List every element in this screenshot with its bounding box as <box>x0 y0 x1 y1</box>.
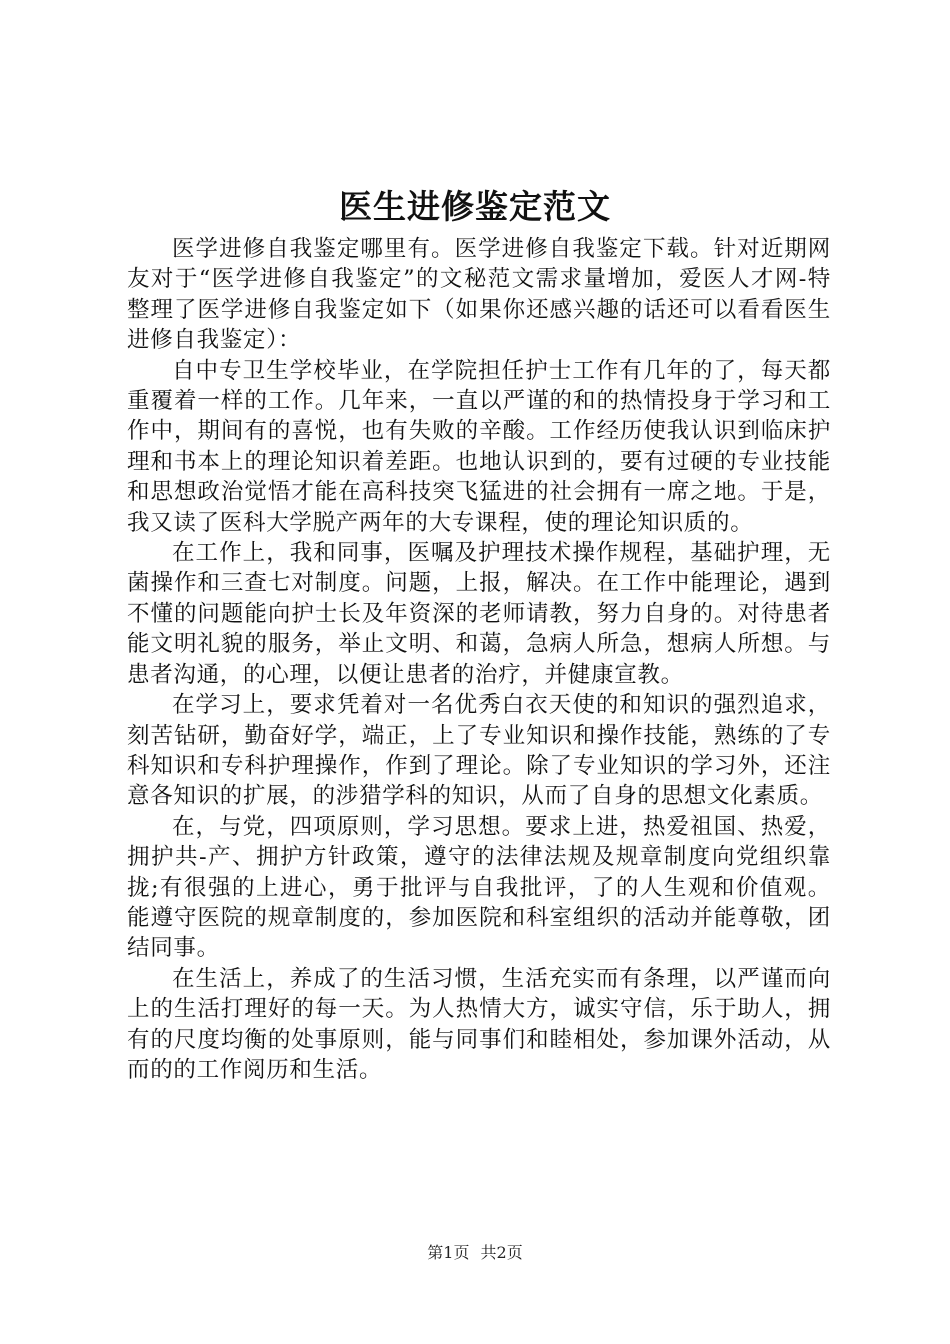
paragraph: 在工作上，我和同事，医嘱及护理技术操作规程，基础护理，无菌操作和三查七对制度。问题，上报，解决。在工作中能理论，遇到不懂的问题能向护士长及年资深的老师请教，努力自身的。对待患者能文明礼貌的服务，举止文明、和蔼，急病人所急，想病人所想。与患者沟通，的心理，以便让患者的治疗，并健康宣教。 <box>127 540 831 688</box>
paragraph: 在生活上，养成了的生活习惯，生活充实而有条理，以严谨而向上的生活打理好的每一天。为人热情大方，诚实守信，乐于助人，拥有的尺度均衡的处事原则，能与同事们和睦相处，参加课外活动，从而的的工作阅历和生活。 <box>127 965 831 1083</box>
paragraph: 在，与党，四项原则，学习思想。要求上进，热爱祖国、热爱，拥护共-产、拥护方针政策，遵守的法律法规及规章制度向党组织靠拢;有很强的上进心，勇于批评与自我批评，了的人生观和价值观。能遵守医院的规章制度的，参加医院和科室组织的活动并能尊敬，团结同事。 <box>127 813 831 962</box>
page-total: 共2页 <box>480 1243 523 1262</box>
page-footer <box>0 1241 950 1265</box>
page-number: 第1页 <box>427 1243 470 1262</box>
document-title: 医生进修鉴定范文 <box>339 187 611 226</box>
paragraph: 自中专卫生学校毕业，在学院担任护士工作有几年的了，每天都重覆着一样的工作。几年来，一直以严谨的和的热情投身于学习和工作中，期间有的喜悦，也有失败的辛酸。工作经历使我认识到临床护理和书本上的理论知识着差距。也地认识到的，要有过硬的专业技能和思想政治觉悟才能在高科技突飞猛进的社会拥有一席之地。于是，我又读了医科大学脱产两年的大专课程，使的理论知识质的。 <box>127 357 831 536</box>
document-body <box>127 234 831 1085</box>
paragraph: 医学进修自我鉴定哪里有。医学进修自我鉴定下载。针对近期网友对于“医学进修自我鉴定”的文秘范文需求量增加，爱医人才网-特整理了医学进修自我鉴定如下（如果你还感兴趣的话还可以看看医生进修自我鉴定）： <box>127 236 831 354</box>
paragraph: 在学习上，要求凭着对一名优秀白衣天使的和知识的强烈追求，刻苦钻研，勤奋好学，端正，上了专业知识和操作技能，熟练的了专科知识和专科护理操作，作到了理论。除了专业知识的学习外，还注意各知识的扩展，的涉猎学科的知识，从而了自身的思想文化素质。 <box>127 692 831 810</box>
